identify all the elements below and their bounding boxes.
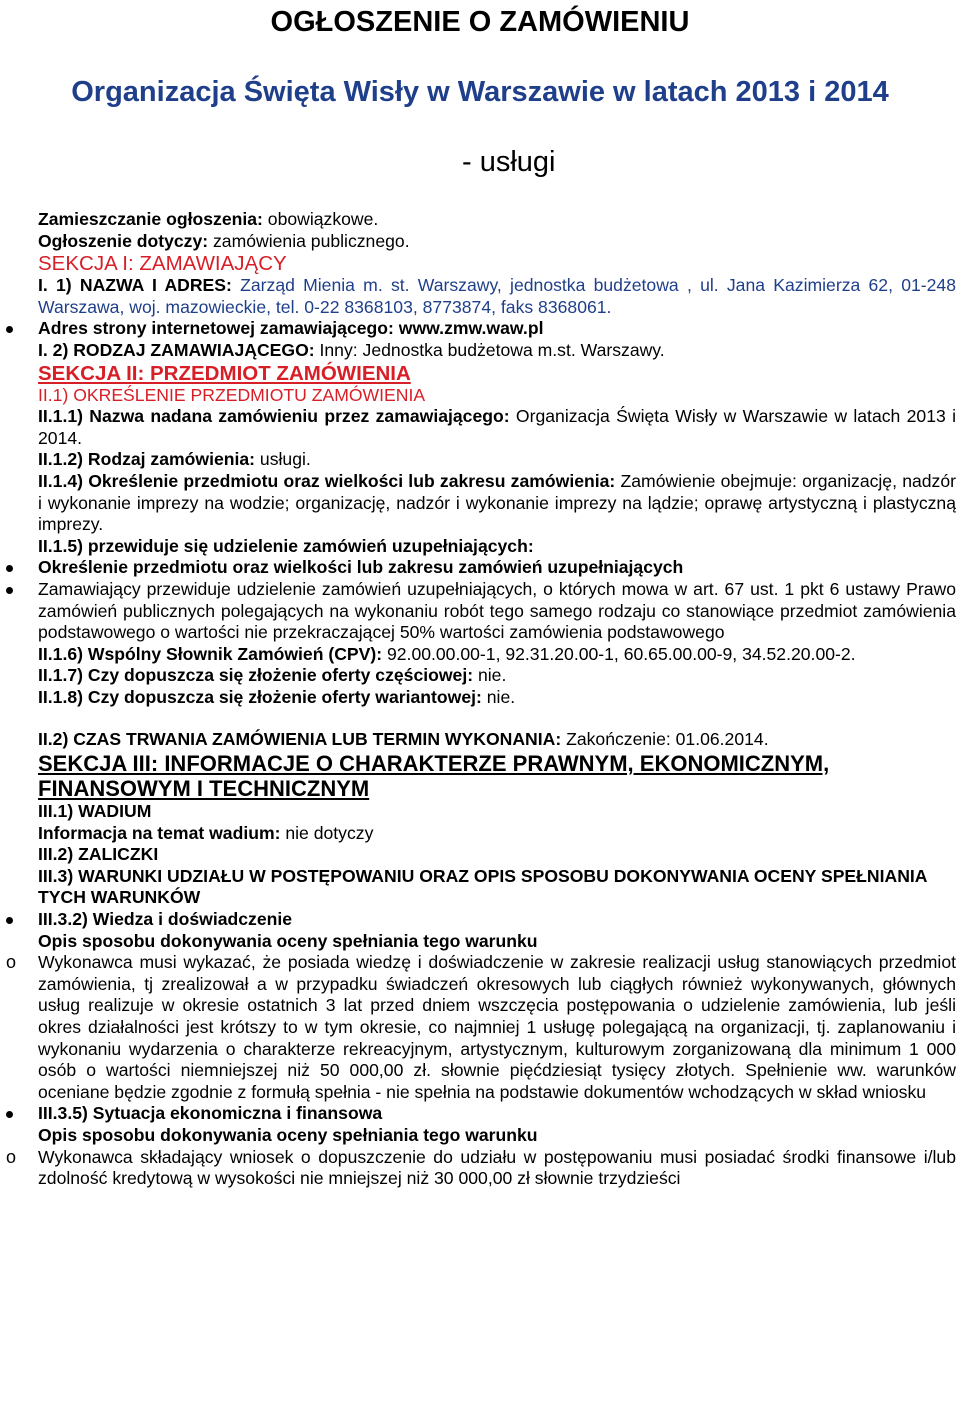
order-name-line: II.1.1) Nazwa nadana zamówieniu przez zamawiającego: Organizacja Święta Wisły w Warszawie w latach 2013 i 2014. bbox=[38, 406, 957, 448]
section-1-name-address: I. 1) NAZWA I ADRES: Zarząd Mienia m. st. Warszawy, jednostka budżetowa , ul. Jana Kazimierza 62, 01-248 Warszawa, woj. mazowieckie, tel. 0-22 8368103, 8773874, faks 8368061. bbox=[38, 275, 956, 317]
financial-assessment-text: o Wykonawca składający wniosek o dopuszczenie do udziału w postępowaniu musi posiadać środki finansowe i/lub zdolność kredytową w wysokości nie mniejszej niż 30 000,00 zł słownie trzydzieści bbox=[6, 1146, 956, 1189]
website-line: Adres strony internetowej zamawiającego: www.zmw.waw.pl bbox=[38, 318, 956, 340]
bullet-icon bbox=[6, 909, 13, 931]
partial-offer-line: II.1.7) Czy dopuszcza się złożenie oferty częściowej: nie. bbox=[38, 665, 507, 686]
document-kind: - usługi bbox=[462, 146, 556, 178]
duration-line: II.2) CZAS TRWANIA ZAMÓWIENIA LUB TERMIN WYKONANIA: Zakończenie: 01.06.2014. bbox=[38, 729, 769, 750]
bullet-icon bbox=[6, 579, 13, 601]
financial-heading: III.3.5) Sytuacja ekonomiczna i finansowa bbox=[38, 1103, 956, 1125]
dotyczy-line: Ogłoszenie dotyczy: zamówienia publicznego. bbox=[38, 230, 410, 251]
order-scope-line: II.1.4) Określenie przedmiotu oraz wielkości lub zakresu zamówienia: Zamówienie obejmuje: organizację, nadzór i wykonanie imprezy na wodzie; organizację, nadzór i wykonanie imprezy na lądzie; oprawę artystyczną i plastyczną imprezy. bbox=[38, 470, 956, 535]
circle-bullet-icon: o bbox=[6, 1146, 17, 1167]
section-3-title: SEKCJA III: INFORMACJE O CHARAKTERZE PRAWNYM, EKONOMICZNYM, FINANSOWYM I TECHNICZNYM bbox=[38, 751, 830, 802]
section-2-1-heading: II.1) OKREŚLENIE PRZEDMIOTU ZAMÓWIENIA bbox=[38, 384, 426, 405]
conditions-heading: III.3) WARUNKI UDZIAŁU W POSTĘPOWANIU ORAZ OPIS SPOSOBU DOKONYWANIA OCENY SPEŁNIANIA TYCH WARUNKÓW bbox=[38, 865, 927, 908]
zaliczki-heading: III.2) ZALICZKI bbox=[38, 844, 159, 865]
wadium-line: Informacja na temat wadium: nie dotyczy bbox=[38, 822, 374, 843]
variant-offer-line: II.1.8) Czy dopuszcza się złożenie oferty wariantowej: nie. bbox=[38, 686, 516, 707]
contracting-type-line: I. 2) RODZAJ ZAMAWIAJĄCEGO: Inny: Jednostka budżetowa m.st. Warszawy. bbox=[38, 339, 665, 360]
knowledge-heading: III.3.2) Wiedza i doświadczenie bbox=[38, 909, 956, 931]
knowledge-assessment-text: o Wykonawca musi wykazać, że posiada wiedzę i doświadczenie w zakresie realizacji usług stanowiących przedmiot zamówienia, tj zrealizował a w przypadku świadczeń okresowych lub ciągłych również wykonywanych, głównych usług realizuje w okresie ostatnich 3 lat przed dniem wszczęcia postępowania o udzielenie zamówienia, lub jeśli okres działalności jest krótszy to w tym okresie, co najmniej 1 usługę polegającą na organizacji, tj. zaplanowaniu i wykonaniu wydarzenia o charakterze rekreacyjnym, artystycznym, kulturowym zorganizowaną dla minimum 1 000 osób o wartości niemniejszej niż 50 000,00 zł. słownie pięćdziesiąt tysięcy złotych. Spełnienie ww. warunków oceniane będzie zgodnie z formułą spełnia - nie spełnia na podstawie dokumentów wchodzących w skład wniosku bbox=[6, 952, 956, 1102]
circle-bullet-icon: o bbox=[6, 952, 17, 973]
document-subtitle: Organizacja Święta Wisły w Warszawie w latach 2013 i 2014 bbox=[71, 76, 889, 108]
supplementary-bullet-2: Zamawiający przewiduje udzielenie zamówień uzupełniających, o których mowa w art. 67 ust. 1 pkt 6 ustawy Prawo zamówień publicznych polegających na wykonaniu robót tego samego rodzaju co stanowiące przedmiot zamówienia podstawowego o wartości nie przekraczającej 50% wartości zamówienia podstawowego bbox=[38, 579, 956, 644]
knowledge-assessment-heading: Opis sposobu dokonywania oceny spełniania tego warunku bbox=[38, 930, 538, 951]
wadium-heading: III.1) WADIUM bbox=[38, 801, 152, 822]
supplementary-bullet-1: Określenie przedmiotu oraz wielkości lub zakresu zamówień uzupełniających bbox=[38, 557, 956, 579]
section-1-title: SEKCJA I: ZAMAWIAJĄCY bbox=[38, 252, 287, 276]
bullet-icon bbox=[6, 557, 13, 579]
bullet-icon bbox=[6, 1103, 13, 1125]
document-body bbox=[6, 209, 957, 1190]
document-title: OGŁOSZENIE O ZAMÓWIENIU bbox=[270, 6, 690, 38]
supplementary-orders-heading: II.1.5) przewiduje się udzielenie zamówień uzupełniających: bbox=[38, 535, 534, 556]
section-2-title: SEKCJA II: PRZEDMIOT ZAMÓWIENIA bbox=[38, 361, 411, 385]
financial-assessment-heading: Opis sposobu dokonywania oceny spełniania tego warunku bbox=[38, 1124, 538, 1145]
bullet-icon bbox=[6, 318, 13, 340]
cpv-line: II.1.6) Wspólny Słownik Zamówień (CPV): 92.00.00.00-1, 92.31.20.00-1, 60.65.00.00-9, 34.52.20.00-2. bbox=[38, 643, 856, 664]
order-type-line: II.1.2) Rodzaj zamówienia: usługi. bbox=[38, 449, 311, 470]
zamieszczanie-line: Zamieszczanie ogłoszenia: obowiązkowe. bbox=[38, 209, 379, 229]
